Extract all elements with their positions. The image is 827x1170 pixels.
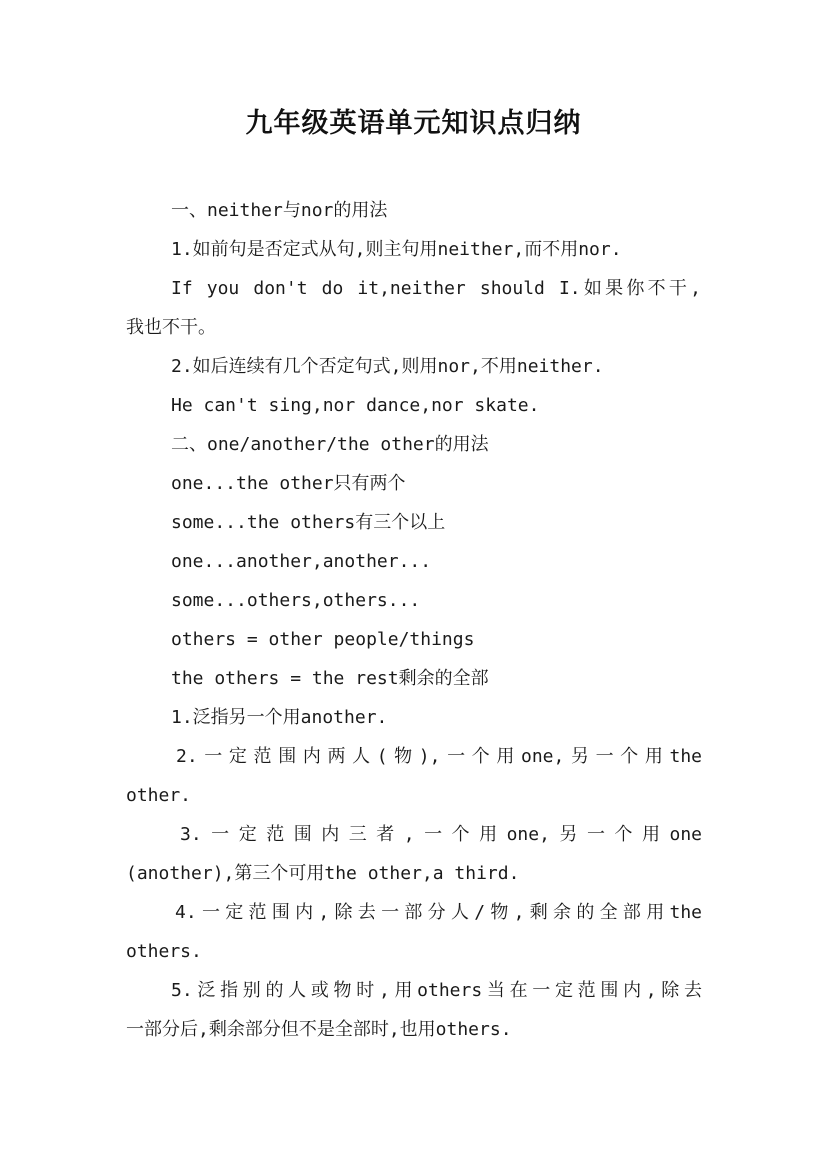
paragraph-line: one...the other只有两个 — [171, 473, 406, 494]
document-title: 九年级英语单元知识点归纳 — [245, 108, 582, 139]
paragraph-line: 2.一定范围内两人(物),一个用one,另一个用the — [176, 746, 702, 767]
paragraph-line: 5.泛指别的人或物时,用others当在一定范围内,除去 — [171, 980, 702, 1001]
paragraph-line: 1.如前句是否定式从句,则主句用neither,而不用nor. — [171, 239, 622, 260]
paragraph-line: 3.一定范围内三者,一个用one,另一个用one — [180, 824, 702, 845]
paragraph-line: some...the others有三个以上 — [171, 512, 446, 533]
paragraph-line: the others = the rest剩余的全部 — [171, 668, 489, 689]
paragraph-line: other. — [126, 785, 192, 806]
paragraph-line: 我也不干。 — [126, 317, 216, 338]
section-heading-one-another: 二、one/another/the other的用法 — [171, 434, 489, 455]
paragraph-line: If you don't do it,neither should I.如果你不干, — [171, 278, 701, 299]
paragraph-line: some...others,others... — [171, 590, 421, 611]
paragraph-line: others = other people/things — [171, 629, 475, 650]
paragraph-line: 4.一定范围内,除去一部分人/物,剩余的全部用the — [175, 902, 702, 923]
paragraph-line: (another),第三个可用the other,a third. — [126, 863, 520, 884]
paragraph-line: 一部分后,剩余部分但不是全部时,也用others. — [126, 1019, 512, 1040]
paragraph-line: He can't sing,nor dance,nor skate. — [171, 395, 540, 416]
paragraph-line: others. — [126, 941, 202, 962]
paragraph-line: 1.泛指另一个用another. — [171, 707, 388, 728]
paragraph-line: 2.如后连续有几个否定句式,则用nor,不用neither. — [171, 356, 604, 377]
paragraph-line: one...another,another... — [171, 551, 432, 572]
section-heading-neither-nor: 一、neither与nor的用法 — [171, 200, 388, 221]
